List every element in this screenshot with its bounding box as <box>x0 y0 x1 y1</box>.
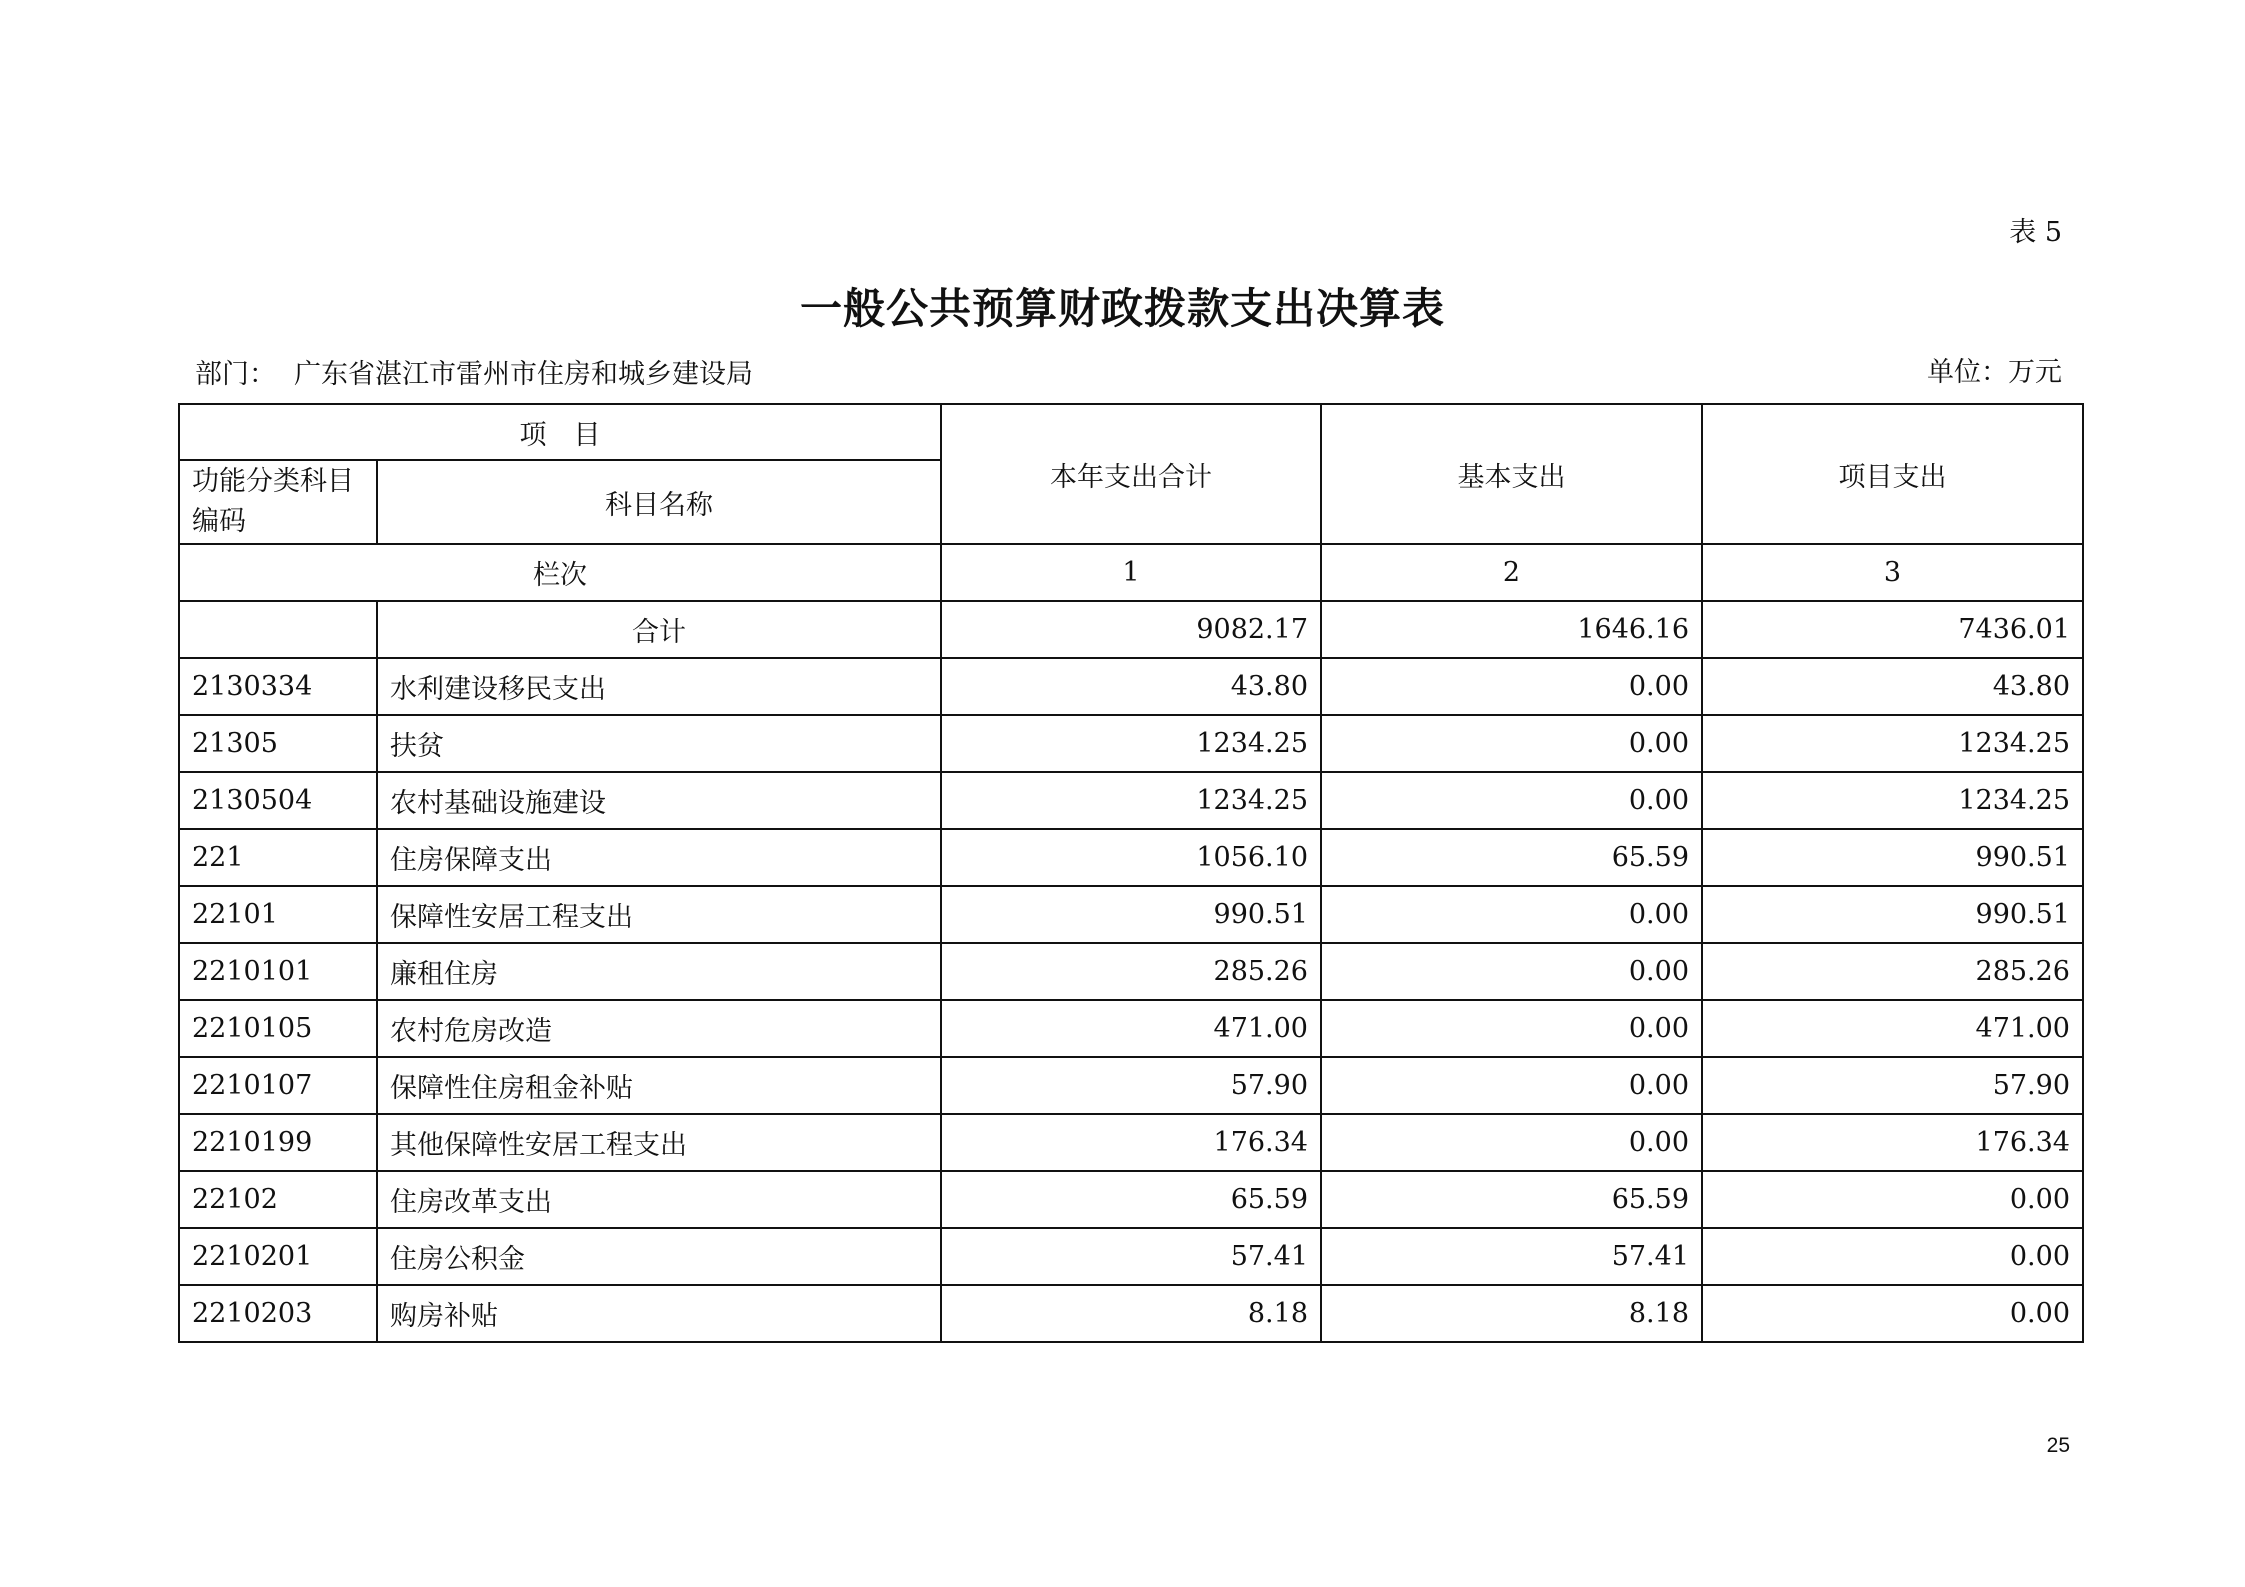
index-2: 2 <box>1321 544 1702 601</box>
row-project: 990.51 <box>1702 886 2083 943</box>
row-project: 1234.25 <box>1702 772 2083 829</box>
table-row <box>179 715 2083 772</box>
total-header: 本年支出合计 <box>941 404 1321 544</box>
table-row <box>179 1000 2083 1057</box>
row-basic: 8.18 <box>1321 1285 1702 1342</box>
row-basic: 0.00 <box>1321 772 1702 829</box>
row-name: 廉租住房 <box>377 943 941 1000</box>
row-project: 57.90 <box>1702 1057 2083 1114</box>
index-row <box>179 544 2083 601</box>
row-total: 57.90 <box>941 1057 1321 1114</box>
page-number: 25 <box>2046 1434 2070 1457</box>
index-3: 3 <box>1702 544 2083 601</box>
row-basic: 0.00 <box>1321 886 1702 943</box>
table-row <box>179 1057 2083 1114</box>
department-name: 广东省湛江市雷州市住房和城乡建设局 <box>294 359 753 390</box>
row-code: 221 <box>179 829 377 886</box>
row-code: 2210105 <box>179 1000 377 1057</box>
row-project: 0.00 <box>1702 1285 2083 1342</box>
row-project: 0.00 <box>1702 1171 2083 1228</box>
page-title: 一般公共预算财政拨款支出决算表 <box>799 284 1445 333</box>
row-basic: 57.41 <box>1321 1228 1702 1285</box>
row-name: 扶贫 <box>377 715 941 772</box>
table-row <box>179 658 2083 715</box>
row-basic: 0.00 <box>1321 658 1702 715</box>
row-basic: 65.59 <box>1321 1171 1702 1228</box>
table-number: 表 5 <box>2009 217 2062 248</box>
item-group-header: 项 目 <box>179 404 941 460</box>
row-code: 21305 <box>179 715 377 772</box>
row-project: 285.26 <box>1702 943 2083 1000</box>
table-row <box>179 943 2083 1000</box>
row-code: 2210199 <box>179 1114 377 1171</box>
row-code: 2130334 <box>179 658 377 715</box>
summary-code-cell <box>179 601 377 658</box>
row-basic: 0.00 <box>1321 1000 1702 1057</box>
row-total: 990.51 <box>941 886 1321 943</box>
row-total: 57.41 <box>941 1228 1321 1285</box>
name-header: 科目名称 <box>377 460 941 544</box>
row-project: 471.00 <box>1702 1000 2083 1057</box>
index-label: 栏次 <box>179 544 941 601</box>
row-project: 43.80 <box>1702 658 2083 715</box>
table-row <box>179 1114 2083 1171</box>
row-total: 471.00 <box>941 1000 1321 1057</box>
row-name: 其他保障性安居工程支出 <box>377 1114 941 1171</box>
table-row <box>179 772 2083 829</box>
table-row <box>179 1285 2083 1342</box>
index-1: 1 <box>941 544 1321 601</box>
row-name: 住房改革支出 <box>377 1171 941 1228</box>
row-project: 1234.25 <box>1702 715 2083 772</box>
row-total: 65.59 <box>941 1171 1321 1228</box>
row-code: 22102 <box>179 1171 377 1228</box>
summary-basic: 1646.16 <box>1321 601 1702 658</box>
table-row <box>179 1228 2083 1285</box>
row-total: 1234.25 <box>941 772 1321 829</box>
row-name: 水利建设移民支出 <box>377 658 941 715</box>
header-row-top <box>179 404 2083 460</box>
table-row <box>179 886 2083 943</box>
row-code: 2210107 <box>179 1057 377 1114</box>
department-label: 部门： <box>195 359 276 390</box>
row-name: 住房保障支出 <box>377 829 941 886</box>
row-total: 1234.25 <box>941 715 1321 772</box>
row-total: 8.18 <box>941 1285 1321 1342</box>
row-name: 保障性安居工程支出 <box>377 886 941 943</box>
row-basic: 0.00 <box>1321 943 1702 1000</box>
row-code: 2210203 <box>179 1285 377 1342</box>
row-basic: 0.00 <box>1321 715 1702 772</box>
row-total: 176.34 <box>941 1114 1321 1171</box>
row-name: 保障性住房租金补贴 <box>377 1057 941 1114</box>
code-header: 功能分类科目编码 <box>179 460 377 544</box>
summary-project: 7436.01 <box>1702 601 2083 658</box>
row-name: 农村危房改造 <box>377 1000 941 1057</box>
row-name: 购房补贴 <box>377 1285 941 1342</box>
row-total: 285.26 <box>941 943 1321 1000</box>
summary-row <box>179 601 2083 658</box>
row-total: 43.80 <box>941 658 1321 715</box>
row-basic: 0.00 <box>1321 1114 1702 1171</box>
table-row <box>179 829 2083 886</box>
row-total: 1056.10 <box>941 829 1321 886</box>
row-code: 2130504 <box>179 772 377 829</box>
basic-header: 基本支出 <box>1321 404 1702 544</box>
row-code: 22101 <box>179 886 377 943</box>
row-project: 990.51 <box>1702 829 2083 886</box>
row-project: 176.34 <box>1702 1114 2083 1171</box>
department-line <box>195 352 753 391</box>
row-basic: 0.00 <box>1321 1057 1702 1114</box>
summary-total: 9082.17 <box>941 601 1321 658</box>
unit-label: 单位：万元 <box>1927 357 2062 388</box>
row-code: 2210201 <box>179 1228 377 1285</box>
row-name: 住房公积金 <box>377 1228 941 1285</box>
row-code: 2210101 <box>179 943 377 1000</box>
row-name: 农村基础设施建设 <box>377 772 941 829</box>
expenditure-table <box>178 403 2084 1343</box>
row-basic: 65.59 <box>1321 829 1702 886</box>
project-header: 项目支出 <box>1702 404 2083 544</box>
summary-label: 合计 <box>377 601 941 658</box>
row-project: 0.00 <box>1702 1228 2083 1285</box>
table-row <box>179 1171 2083 1228</box>
